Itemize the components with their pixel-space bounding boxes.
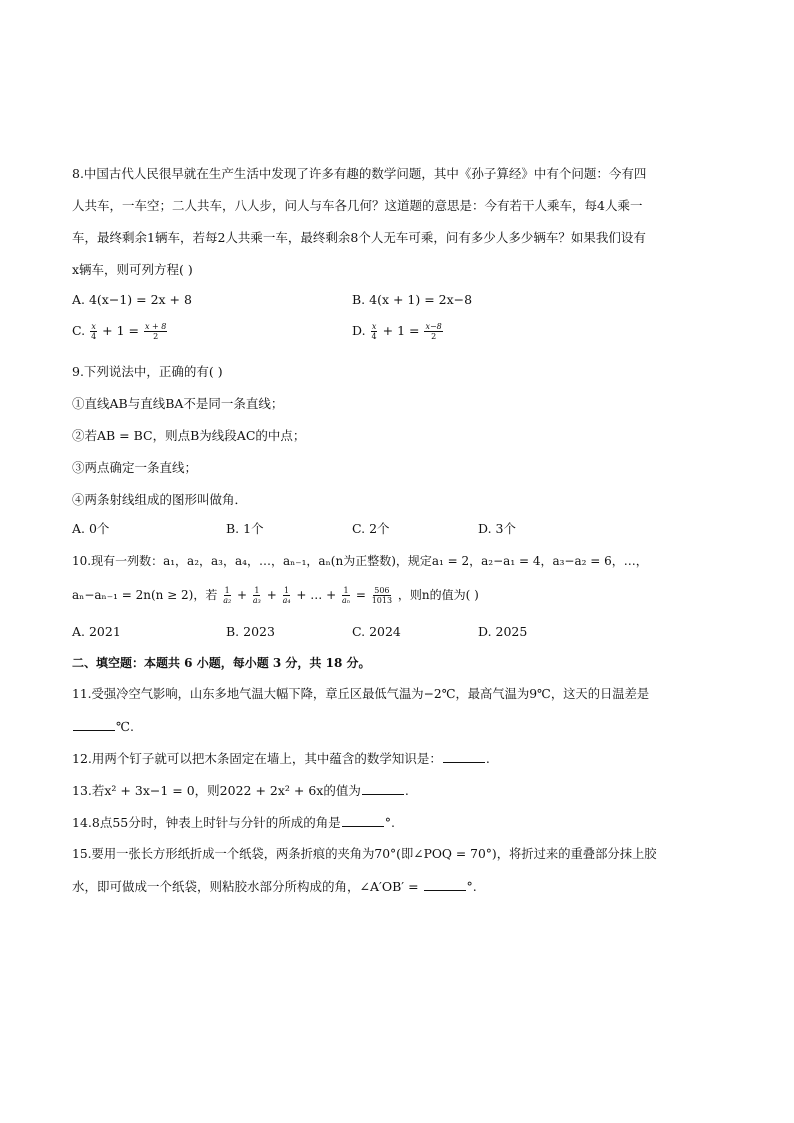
q10-option-c: C. 2024 [352, 624, 401, 639]
q14-line [72, 814, 395, 831]
q10-frac-a2 [222, 586, 232, 605]
q8-option-d-mid: + 1 = [382, 323, 420, 338]
q12-prefix: 12.用两个钉子就可以把木条固定在墙上，其中蕴含的数学知识是： [72, 751, 442, 766]
q10-option-a: A. 2021 [72, 624, 121, 639]
q9-stem: 9.下列说法中，正确的有( ) [72, 364, 223, 379]
q8-option-c-mid: + 1 = [102, 323, 140, 338]
q9-statement-2: ②若AB = BC，则点B为线段AC的中点； [72, 428, 306, 443]
q13-suffix: . [404, 783, 409, 798]
q10-frac-a3 [252, 586, 262, 605]
section-heading-fill-in: 二、填空题：本题共 6 小题，每小题 3 分，共 18 分。 [72, 656, 371, 670]
q10-frac-a3-num: 1 [254, 586, 260, 595]
q8-option-c-frac1-num: x [91, 322, 96, 331]
q9-option-a: A. 0个 [72, 521, 110, 536]
q8-option-c [72, 322, 168, 341]
q10-frac-result-den: 1013 [371, 596, 393, 605]
q8-option-d-frac2-den: 2 [431, 332, 437, 341]
q8-option-c-prefix: C. [72, 323, 86, 338]
q13-answer-blank[interactable] [362, 782, 404, 795]
q11-answer-blank[interactable] [73, 718, 115, 731]
q8-option-d-frac1-den: 4 [371, 332, 377, 341]
q8-line3: 车，最终剩余1辆车，若每2人共乘一车，最终剩余8个人无车可乘，问有多少人多少辆车？如果我们设有 [72, 230, 646, 245]
q8-option-d-prefix: D. [352, 323, 366, 338]
q8-option-d-frac1 [371, 322, 378, 341]
q8-line4: x辆车，则可列方程( ) [72, 262, 193, 277]
q10-frac-a2-den: a₂ [223, 596, 232, 605]
q10-dots: + … + [296, 588, 337, 602]
q8-option-c-frac1 [90, 322, 97, 341]
q15-answer-blank[interactable] [424, 878, 466, 891]
q9-statement-3: ③两点确定一条直线； [72, 460, 198, 475]
q10-frac-result-num: 506 [374, 586, 390, 595]
q10-frac-a4-den: a₄ [282, 596, 291, 605]
q8-option-d [352, 322, 444, 341]
q11-line2-suffix: ℃. [116, 719, 134, 734]
q8-option-d-frac2-num: x−8 [425, 322, 442, 331]
q10-line2 [72, 586, 479, 605]
q13-line [72, 782, 409, 799]
q15-line2 [72, 878, 477, 895]
q8-option-d-frac1-num: x [371, 322, 377, 331]
q10-equals: = [355, 588, 366, 602]
q8-line1: 8.中国古代人民很早就在生产生活中发现了许多有趣的数学问题，其中《孙子算经》中有个问题：今有四 [72, 166, 647, 181]
q9-option-c: C. 2个 [352, 521, 390, 536]
q10-frac-a4 [282, 586, 292, 605]
q15-line1: 15.要用一张长方形纸折成一个纸袋，两条折痕的夹角为70°(即∠POQ = 70°)，将折过来的重叠部分抹上胶 [72, 847, 657, 861]
q10-plus-1: + [237, 588, 248, 602]
q10-frac-an-num: 1 [343, 586, 349, 595]
q8-option-d-frac2 [424, 322, 442, 341]
q14-prefix: 14.8点55分时，钟表上时针与分针的所成的角是 [72, 815, 341, 830]
q10-line1: 10.现有一列数：a₁，a₂，a₃，a₄，…，aₙ₋₁，aₙ(n为正整数)，规定a₁ = 2，a₂−a₁ = 4，a₃−a₂ = 6，…， [72, 554, 648, 568]
q9-option-b: B. 1个 [226, 521, 264, 536]
q8-option-a: A. 4(x−1) = 2x + 8 [72, 292, 192, 307]
q8-option-c-frac2 [144, 322, 167, 341]
q10-frac-an [341, 586, 351, 605]
q8-option-c-frac2-den: 2 [153, 332, 159, 341]
q15-line2-suffix: °. [466, 879, 477, 894]
q14-answer-blank[interactable] [342, 814, 384, 827]
q12-suffix: . [485, 751, 490, 766]
q10-option-b: B. 2023 [226, 624, 275, 639]
q10-line2-suffix: ，则n的值为( ) [397, 588, 479, 602]
q10-frac-result [371, 586, 393, 605]
q10-frac-a4-num: 1 [284, 586, 290, 595]
q11-line1: 11.受强冷空气影响，山东多地气温大幅下降，章丘区最低气温为−2℃，最高气温为9℃，这天的日温差是 [72, 687, 650, 701]
q10-line2-prefix: aₙ−aₙ₋₁ = 2n(n ≥ 2)，若 [72, 588, 218, 602]
q10-frac-a3-den: a₃ [252, 596, 261, 605]
q12-line [72, 750, 490, 767]
q8-option-b: B. 4(x + 1) = 2x−8 [352, 292, 473, 307]
q14-suffix: °. [384, 815, 395, 830]
q8-line2: 人共车，一车空；二人共车，八人步，问人与车各几何？这道题的意思是：今有若干人乘车，每4人乘一 [72, 198, 643, 213]
q9-statement-4: ④两条射线组成的图形叫做角． [72, 492, 248, 507]
q11-line2 [72, 718, 134, 735]
q10-option-d: D. 2025 [478, 624, 528, 639]
q15-line2-prefix: 水，即可做成一个纸袋，则粘胶水部分所构成的角，∠A′OB′ = [72, 879, 419, 894]
q8-option-c-frac1-den: 4 [91, 332, 97, 341]
q10-frac-an-den: aₙ [341, 596, 350, 605]
q12-answer-blank[interactable] [443, 750, 485, 763]
q10-frac-a2-num: 1 [224, 586, 230, 595]
q9-option-d: D. 3个 [478, 521, 516, 536]
q10-plus-2: + [266, 588, 277, 602]
q9-statement-1: ①直线AB与直线BA不是同一条直线； [72, 396, 284, 411]
q8-option-c-frac2-num: x + 8 [145, 322, 167, 331]
q13-prefix: 13.若x² + 3x−1 = 0，则2022 + 2x² + 6x的值为 [72, 783, 361, 798]
